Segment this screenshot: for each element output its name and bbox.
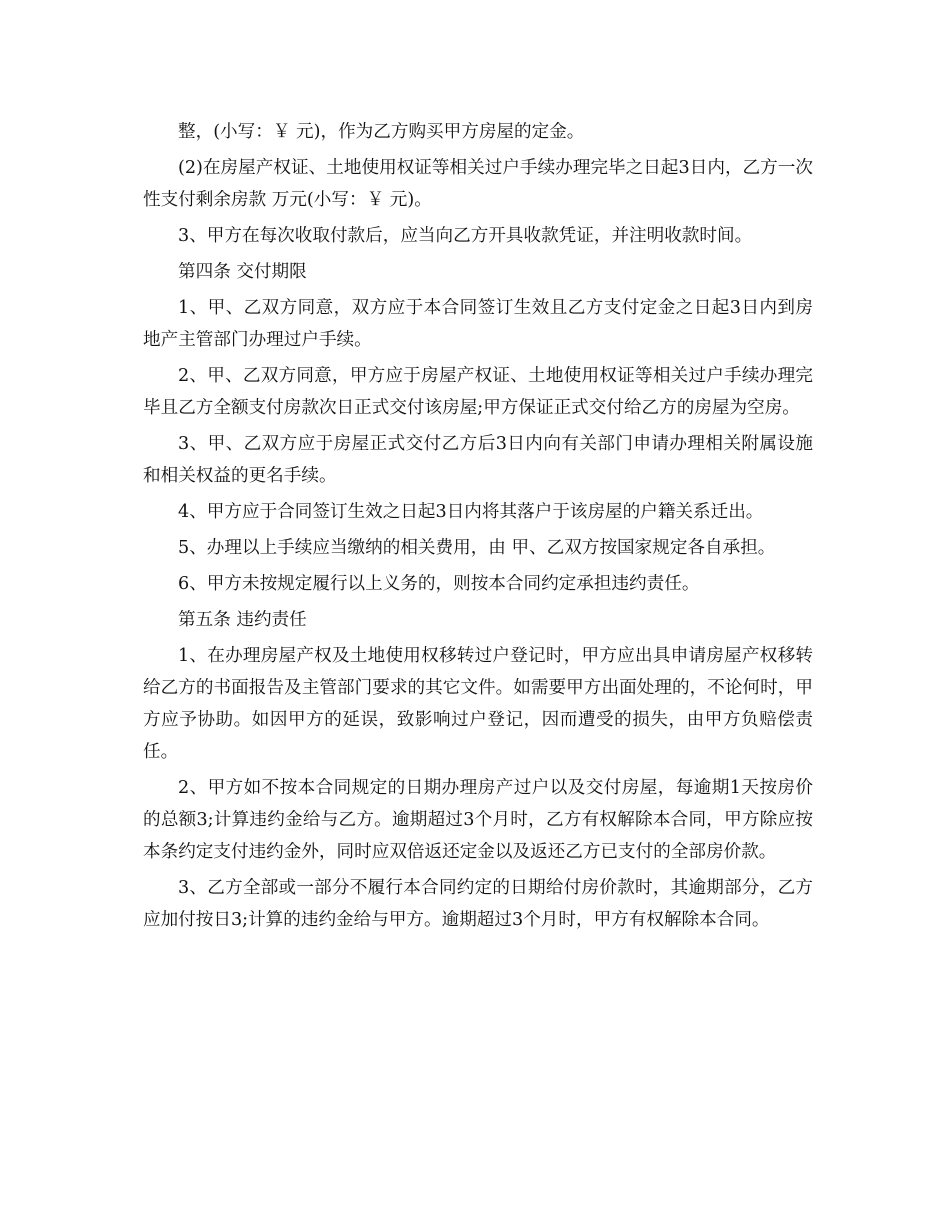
document-body [143,116,813,936]
paragraph-seller-penalty: 2、甲方如不按本合同规定的日期办理房产过户以及交付房屋，每逾期1天按房价的总额3;计算违约金给与乙方。逾期超过3个月时，乙方有权解除本合同，甲方除应按本条约定支付违约金外，同时应双倍返还定金以及返还乙方已支付的全部房价款。 [143,778,813,862]
paragraph-transfer-procedure: 1、甲、乙双方同意，双方应于本合同签订生效且乙方支付定金之日起3日内到房地产主管部门办理过户手续。 [143,298,813,350]
paragraph-household-registration: 4、甲方应于合同签订生效之日起3日内将其落户于该房屋的户籍关系迁出。 [178,502,764,522]
paragraph-obligation-breach: 6、甲方未按规定履行以上义务的，则按本合同约定承担违约责任。 [178,574,700,594]
paragraph-deposit-amount: 整，(小写：￥ 元)，作为乙方购买甲方房屋的定金。 [178,122,585,142]
paragraph-buyer-penalty: 3、乙方全部或一部分不履行本合同约定的日期给付房价款时，其逾期部分，乙方应加付按日3;计算的违约金给与甲方。逾期超过3个月时，甲方有权解除本合同。 [143,878,813,930]
paragraph-facility-rename: 3、甲、乙双方应于房屋正式交付乙方后3日内向有关部门申请办理相关附属设施和相关权益的更名手续。 [143,434,813,486]
paragraph-payment-receipt: 3、甲方在每次收取付款后，应当向乙方开具收款凭证，并注明收款时间。 [178,226,753,246]
paragraph-fees: 5、办理以上手续应当缴纳的相关费用，由 甲、乙双方按国家规定各自承担。 [178,538,776,558]
paragraph-registration-assistance: 1、在办理房屋产权及土地使用权移转过户登记时，甲方应出具申请房屋产权移转给乙方的书面报告及主管部门要求的其它文件。如需要甲方出面处理的，不论何时，甲方应予协助。如因甲方的延误，致影响过户登记，因而遭受的损失，由甲方负赔偿责任。 [143,646,813,762]
paragraph-house-delivery: 2、甲、乙双方同意，甲方应于房屋产权证、土地使用权证等相关过户手续办理完毕且乙方全额支付房款次日正式交付该房屋;甲方保证正式交付给乙方的房屋为空房。 [143,366,813,418]
paragraph-balance-payment: (2)在房屋产权证、土地使用权证等相关过户手续办理完毕之日起3日内，乙方一次性支付剩余房款 万元(小写：￥ 元)。 [143,158,813,210]
article-four-heading: 第四条 交付期限 [178,262,307,282]
article-five-heading: 第五条 违约责任 [178,610,307,630]
